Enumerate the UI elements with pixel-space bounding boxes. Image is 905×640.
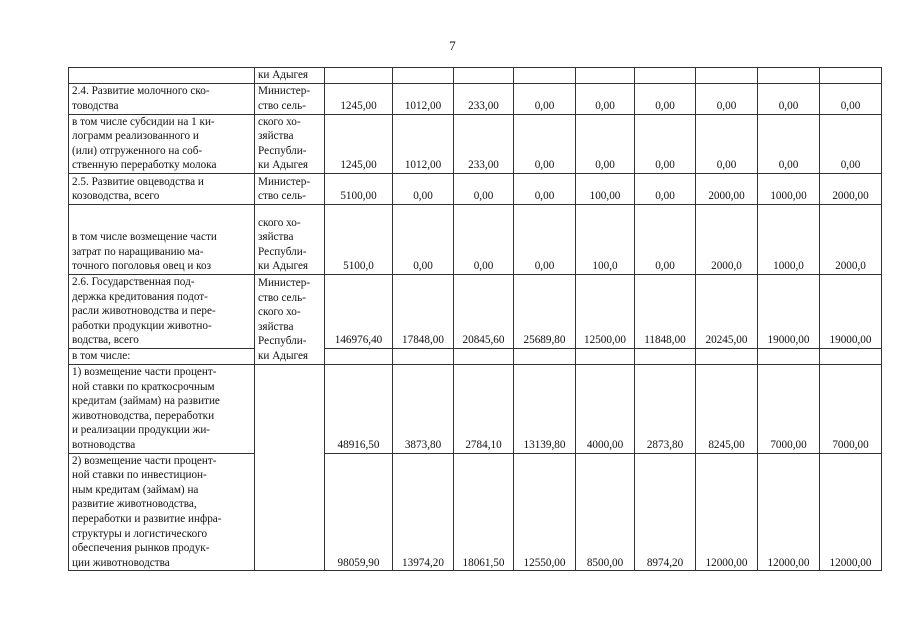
value-cell: 7000,00 (820, 364, 882, 453)
value-cell: 13974,20 (393, 453, 454, 571)
org-cell (255, 364, 325, 571)
table-row (69, 68, 882, 84)
value-cell: 0,00 (576, 114, 635, 173)
value-cell: 12550,00 (514, 453, 576, 571)
value-cell: 1245,00 (325, 114, 393, 173)
value-cell: 13139,80 (514, 364, 576, 453)
value-cell: 0,00 (514, 114, 576, 173)
value-cell: 20845,60 (454, 274, 514, 348)
value-cell: 0,00 (635, 173, 696, 204)
table-row (69, 204, 882, 274)
value-cell: 0,00 (514, 204, 576, 274)
table-row (69, 348, 882, 364)
row-description: 2.4. Развитие молочного ско- товодства (69, 83, 255, 114)
value-cell: 48916,50 (325, 364, 393, 453)
value-cell: 8500,00 (576, 453, 635, 571)
value-cell: 8245,00 (696, 364, 758, 453)
value-cell: 5100,00 (325, 173, 393, 204)
value-cell: 5100,0 (325, 204, 393, 274)
value-cell: 12000,00 (820, 453, 882, 571)
org-cell: Министер- ство сель- (255, 83, 325, 114)
org-cell: ки Адыгея (255, 68, 325, 84)
value-cell: 0,00 (393, 204, 454, 274)
value-cell: 146976,40 (325, 274, 393, 348)
page-number: 7 (449, 38, 456, 53)
row-description: в том числе: (69, 348, 255, 364)
org-cell: Министер- ство сель- ского хо- зяйства Республи- ки Адыгея (255, 274, 325, 364)
value-cell: 1245,00 (325, 83, 393, 114)
org-cell: Министер- ство сель- (255, 173, 325, 204)
value-cell: 0,00 (696, 83, 758, 114)
table-row (69, 364, 882, 453)
value-cell: 1012,00 (393, 83, 454, 114)
value-cell: 0,00 (635, 204, 696, 274)
value-cell: 2000,00 (820, 173, 882, 204)
table-row (69, 83, 882, 114)
value-cell: 12000,00 (696, 453, 758, 571)
row-description: в том числе возмещение части затрат по наращиванию ма- точного поголовья овец и коз (69, 204, 255, 274)
value-cell: 12500,00 (576, 274, 635, 348)
value-cell: 98059,90 (325, 453, 393, 571)
value-cell: 20245,00 (696, 274, 758, 348)
value-cell: 0,00 (454, 204, 514, 274)
row-description: 1) возмещение части процент- ной ставки по краткосрочным кредитам (займам) на развитие животноводства, переработки и реализации продукции жи- вотноводства (69, 364, 255, 453)
value-cell: 1000,00 (758, 173, 820, 204)
value-cell: 1000,0 (758, 204, 820, 274)
value-cell: 233,00 (454, 83, 514, 114)
table-row (69, 274, 882, 348)
value-cell: 2000,0 (696, 204, 758, 274)
org-cell: ского хо- зяйства Республи- ки Адыгея (255, 114, 325, 173)
value-cell: 11848,00 (635, 274, 696, 348)
value-cell: 0,00 (820, 114, 882, 173)
value-cell: 0,00 (635, 114, 696, 173)
value-cell: 0,00 (696, 114, 758, 173)
value-cell: 3873,80 (393, 364, 454, 453)
value-cell: 0,00 (820, 83, 882, 114)
value-cell: 2000,00 (696, 173, 758, 204)
value-cell: 18061,50 (454, 453, 514, 571)
value-cell: 19000,00 (758, 274, 820, 348)
value-cell: 0,00 (758, 83, 820, 114)
row-description: 2.5. Развитие овцеводства и козоводства, всего (69, 173, 255, 204)
value-cell: 0,00 (758, 114, 820, 173)
value-cell: 233,00 (454, 114, 514, 173)
value-cell: 25689,80 (514, 274, 576, 348)
row-description: 2) возмещение части процент- ной ставки по инвестицион- ным кредитам (займам) на развитие животноводства, переработки и развитие инфра- структуры и логистического обеспечения рынков продук- ции животноводства (69, 453, 255, 571)
value-cell: 0,00 (514, 173, 576, 204)
table-row (69, 114, 882, 173)
value-cell: 2000,0 (820, 204, 882, 274)
value-cell: 8974,20 (635, 453, 696, 571)
row-description: 2.6. Государственная под- держка кредитования подот- расли животноводства и пере- работки продукции животно- водства, всего (69, 274, 255, 348)
value-cell: 7000,00 (758, 364, 820, 453)
value-cell: 12000,00 (758, 453, 820, 571)
table-row (69, 453, 882, 571)
value-cell: 1012,00 (393, 114, 454, 173)
table-row (69, 173, 882, 204)
value-cell: 19000,00 (820, 274, 882, 348)
value-cell: 0,00 (454, 173, 514, 204)
budget-table (68, 67, 882, 571)
value-cell: 0,00 (635, 83, 696, 114)
value-cell: 100,00 (576, 173, 635, 204)
row-description: в том числе субсидии на 1 ки- лограмм реализованного и (или) отгруженного на соб- ственную переработку молока (69, 114, 255, 173)
value-cell: 0,00 (576, 83, 635, 114)
value-cell: 2873,80 (635, 364, 696, 453)
org-cell: ского хо- зяйства Республи- ки Адыгея (255, 204, 325, 274)
value-cell: 17848,00 (393, 274, 454, 348)
value-cell: 100,0 (576, 204, 635, 274)
value-cell: 2784,10 (454, 364, 514, 453)
value-cell: 0,00 (514, 83, 576, 114)
value-cell: 4000,00 (576, 364, 635, 453)
value-cell: 0,00 (393, 173, 454, 204)
